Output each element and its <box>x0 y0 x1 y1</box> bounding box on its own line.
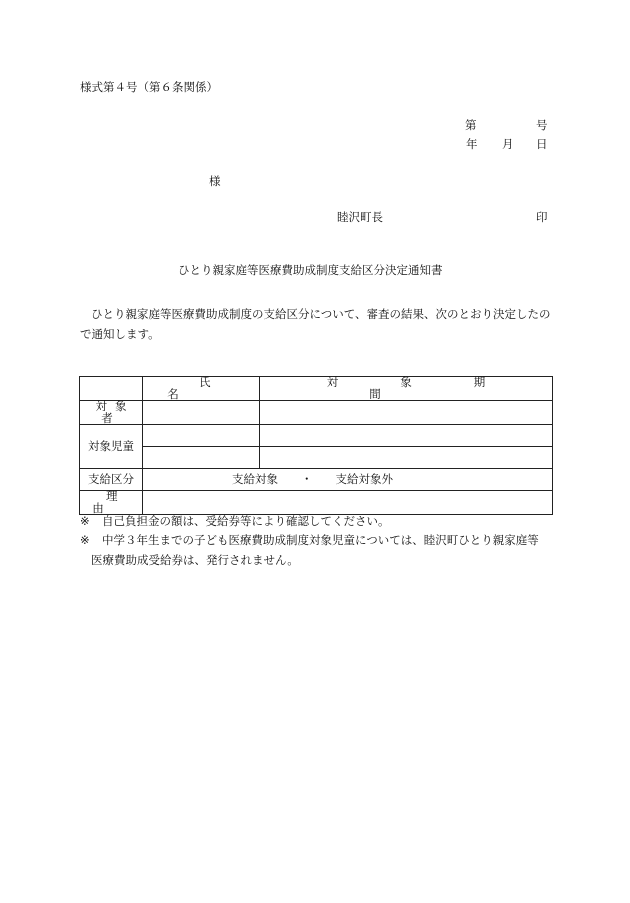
body-paragraph: ひとり親家庭等医療費助成制度の支給区分について、審査の結果、次のとおり決定したので通知します。 <box>80 307 551 341</box>
form-number: 様式第４号（第６条関係） <box>80 80 218 94</box>
class-options-cell[interactable] <box>143 469 553 491</box>
subject-name-cell[interactable] <box>143 401 260 425</box>
note-2-text-line1: 中学３年生までの子ども医療費助成制度対象児童については、睦沢町ひとり親家庭等 <box>102 533 539 547</box>
row-subject-label: 対象者 <box>95 399 135 425</box>
decision-table <box>79 376 553 515</box>
subject-period-cell[interactable] <box>260 401 553 425</box>
row-reason-label: 理由 <box>92 489 144 515</box>
row-child-label-cell <box>80 425 143 469</box>
header-blank-cell <box>80 377 143 401</box>
issuer-seal: 印 <box>536 210 548 224</box>
child2-name-cell[interactable] <box>143 447 260 469</box>
row-class-label: 支給区分 <box>88 471 134 486</box>
table-row-child-2 <box>80 447 553 469</box>
row-subject-label-cell <box>80 401 143 425</box>
header-name-label: 氏名 <box>167 375 267 401</box>
date-year-label: 年 <box>466 137 478 151</box>
child1-period-cell[interactable] <box>260 425 553 447</box>
note-2-text-line2: 医療費助成受給券は、発行されません。 <box>91 553 299 567</box>
header-name-cell <box>143 375 267 401</box>
note-2-mark: ※ <box>80 533 90 547</box>
number-label-dai: 第 <box>465 118 477 132</box>
row-class-label-cell <box>80 469 143 491</box>
child1-name-cell[interactable] <box>143 425 260 447</box>
note-1-text: 自己負担金の額は、受給券等により確認してください。 <box>102 514 390 528</box>
header-period-label: 対象期間 <box>326 375 548 401</box>
document-title: ひとり親家庭等医療費助成制度支給区分決定通知書 <box>178 263 443 277</box>
note-2 <box>80 530 552 570</box>
note-1 <box>80 511 552 531</box>
addressee-suffix: 様 <box>209 174 221 188</box>
note-1-mark: ※ <box>80 514 90 528</box>
row-child-label: 対象児童 <box>88 438 134 453</box>
table-row-child-1 <box>80 425 553 447</box>
header-period-cell <box>260 377 553 401</box>
class-options-text: 支給対象 ・ 支給対象外 <box>232 471 393 486</box>
table-row-class <box>80 469 553 491</box>
table-row-subject <box>80 401 553 425</box>
date-day-label: 日 <box>536 137 548 151</box>
issuer-name: 睦沢町長 <box>337 210 383 224</box>
number-label-go: 号 <box>536 118 548 132</box>
table-header-row <box>80 377 553 401</box>
child2-period-cell[interactable] <box>260 447 553 469</box>
date-month-label: 月 <box>502 137 514 151</box>
